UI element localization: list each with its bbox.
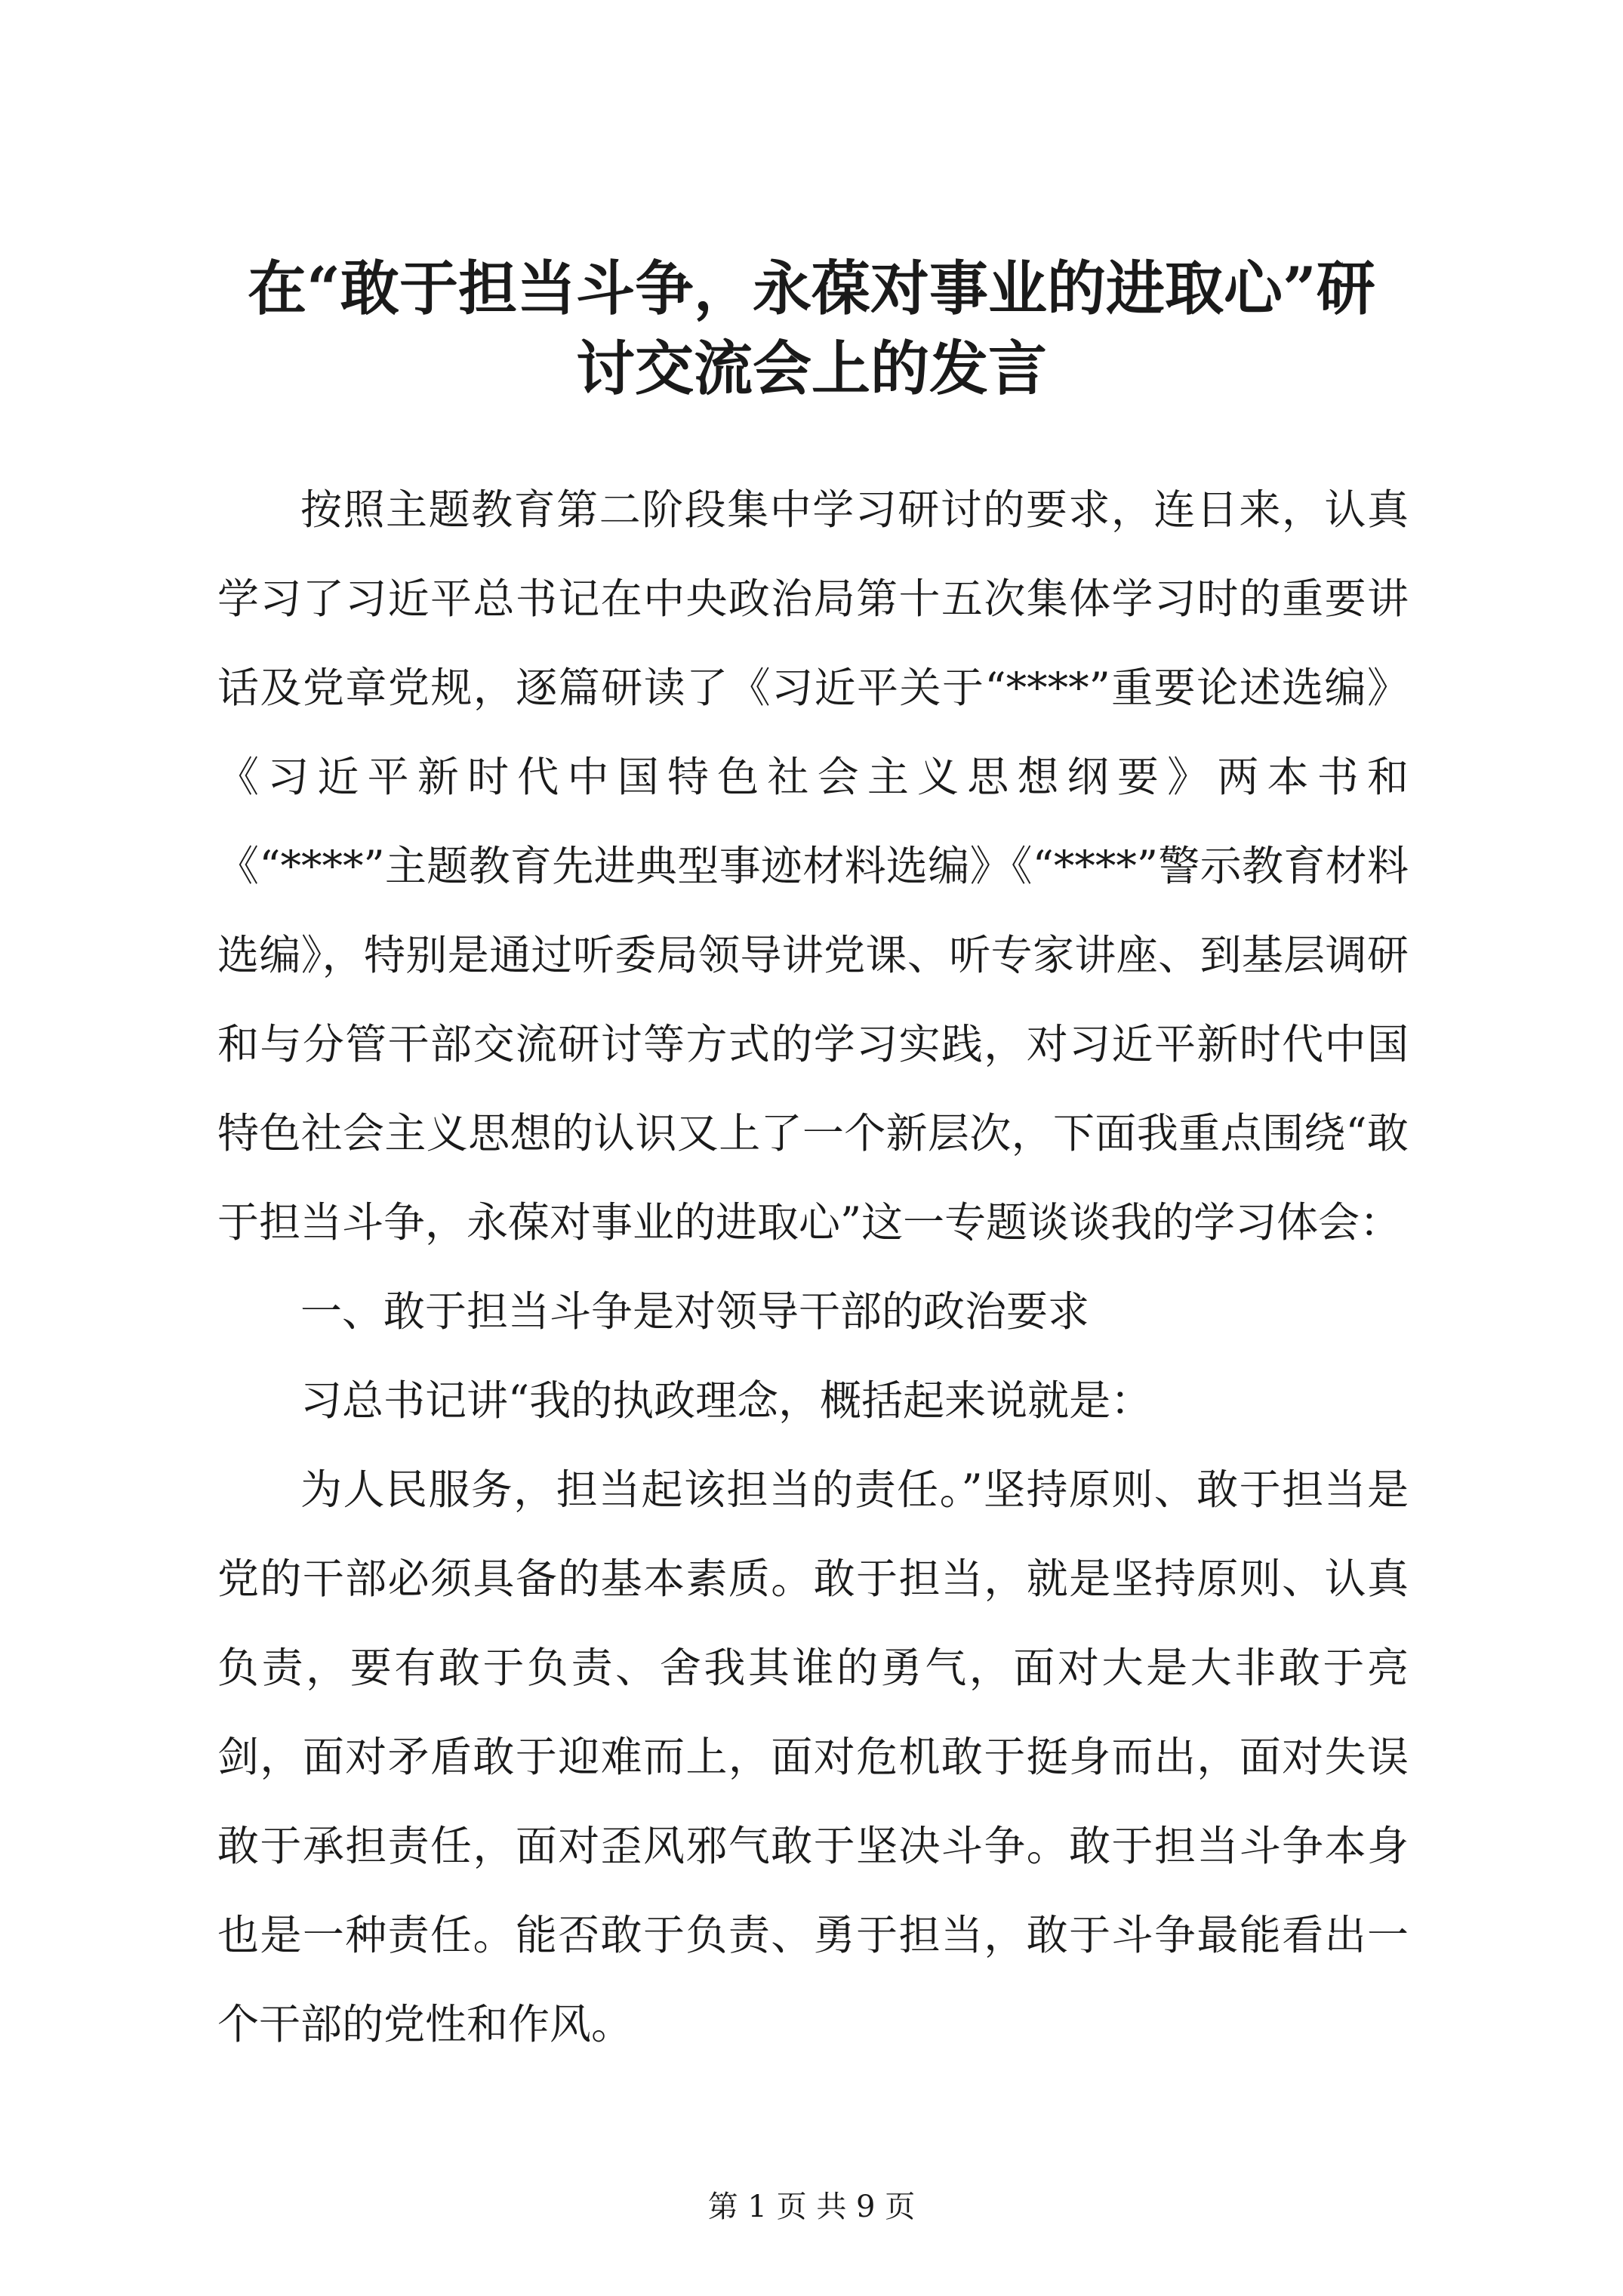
document-title [181,249,1442,409]
paragraph-quote-body: 为人民服务，担当起该担当的责任。”坚持原则、敢于担当是党的干部必须具备的基本素质。敢于担当，就是坚持原则、认真负责，要有敢于负责、舍我其谁的勇气，面对大是大非敢于亮剑，面对矛盾敢于迎难而上，面对危机敢于挺身而出，面对失误敢于承担责任，面对歪风邪气敢于坚决斗争。敢于担当斗争本身也是一种责任。能否敢于负责、勇于担当，敢于斗争最能看出一个干部的党性和作风。 [217,1465,1409,2048]
title-line-1: 在“敢于担当斗争，永葆对事业的进取心”研 [248,254,1375,323]
section-heading-1: 一、敢于担当斗争是对领导干部的政治要求 [300,1287,1090,1336]
page-footer [0,2188,1623,2226]
paragraph-quote-start: 习总书记讲“我的执政理念，概括起来说就是： [300,1376,1153,1425]
document-body [217,465,1409,2069]
page-number: 第 1 页 共 9 页 [707,2190,916,2224]
paragraph-intro: 按照主题教育第二阶段集中学习研讨的要求，连日来，认真学习了习近平总书记在中央政治局第十五次集体学习时的重要讲话及党章党规，逐篇研读了《习近平关于“****”重要论述选编》《习近平新时代中国特色社会主义思想纲要》两本书和《“****”主题教育先进典型事迹材料选编》《“****”警示教育材料选编》，特别是通过听委局领导讲党课、听专家讲座、到基层调研和与分管干部交流研讨等方式的学习实践，对习近平新时代中国特色社会主义思想的认识又上了一个新层次，下面我重点围绕“敢于担当斗争，永葆对事业的进取心”这一专题谈谈我的学习体会： [217,485,1409,1247]
title-line-2: 讨交流会上的发言 [575,334,1047,403]
